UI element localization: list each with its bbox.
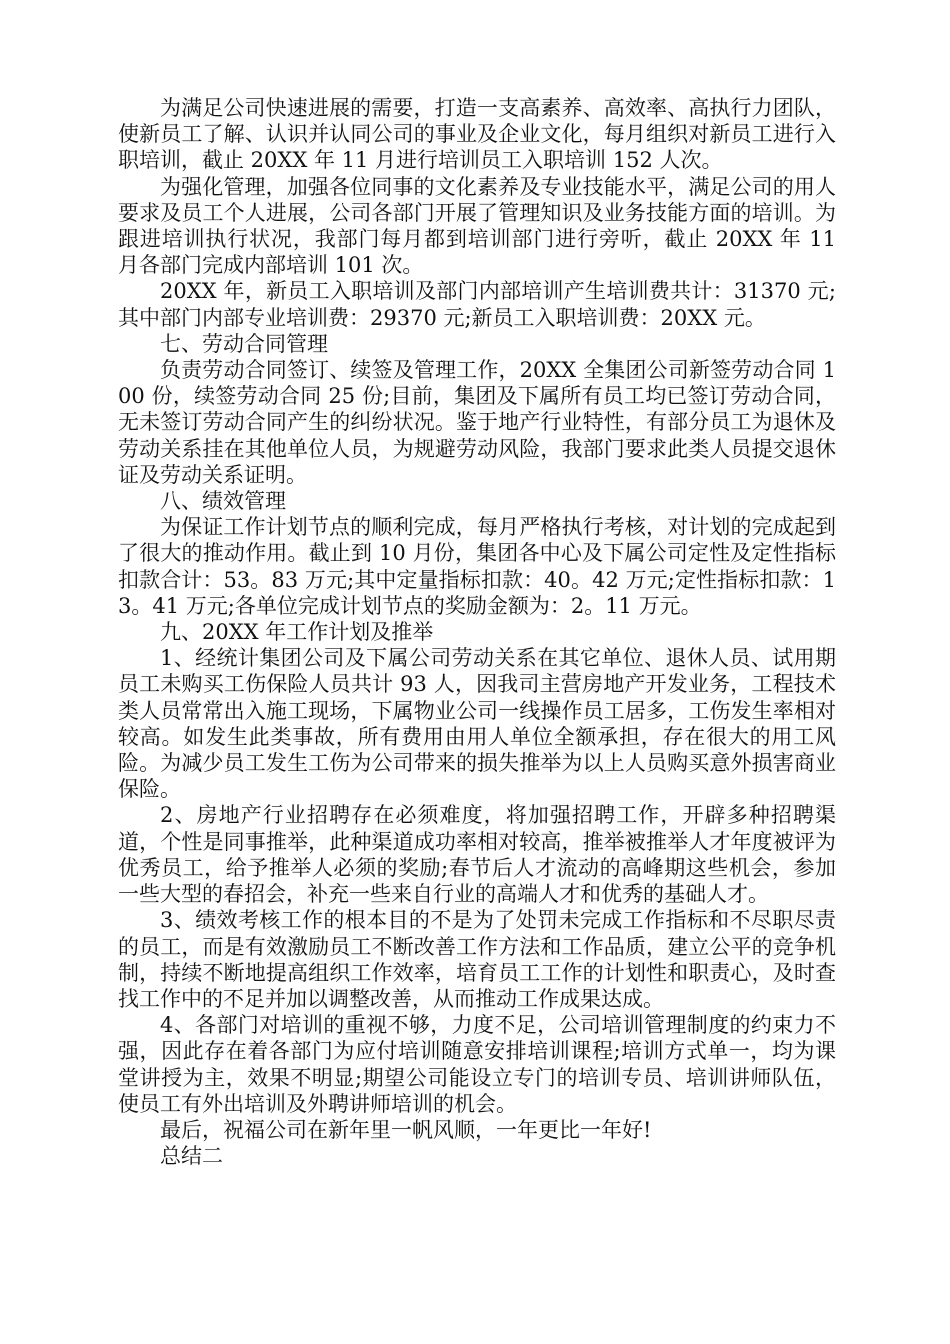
section-heading-labor-contract: 七、劳动合同管理 — [160, 331, 328, 356]
paragraph-plan-item-1: 1、经统计集团公司及下属公司劳动关系在其它单位、退休人员、试用期员工未购买工伤保险人员共计 93 人，因我司主营房地产开发业务，工程技术类人员常常出入施工现场，下属物业公司一线操作员工居多，工伤发生率相对较高。如发生此类事故，所有费用由用人单位全额承担，存在很大的用工风险。为减少员工发生工伤为公司带来的损失推举为以上人员购买意外损害商业保险。 — [118, 646, 836, 802]
paragraph-plan-item-4: 4、各部门对培训的重视不够，力度不足，公司培训管理制度的约束力不强，因此存在着各部门为应付培训随意安排培训课程;培训方式单一，均为课堂讲授为主，效果不明显;期望公司能设立专门的培训专员、培训讲师队伍，使员工有外出培训及外聘讲师培训的机会。 — [118, 1013, 836, 1116]
paragraph-closing: 最后，祝福公司在新年里一帆风顺，一年更比一年好! — [160, 1117, 652, 1142]
paragraph-training-intro: 为满足公司快速进展的需要，打造一支高素养、高效率、高执行力团队，使新员工了解、认识并认同公司的事业及企业文化，每月组织对新员工进行入职培训，截止 20XX 年 11 月进行培训员工入职培训 152 人次。 — [118, 96, 836, 173]
paragraph-performance: 为保证工作计划节点的顺利完成，每月严格执行考核，对计划的完成起到了很大的推动作用。截止到 10 月份，集团各中心及下属公司定性及定性指标扣款合计：53。83 万元;其中定量指标扣款：40。42 万元;定性指标扣款：13。41 万元;各单位完成计划节点的奖励金额为：2。11 万元。 — [118, 515, 836, 618]
paragraph-training-management: 为强化管理，加强各位同事的文化素养及专业技能水平，满足公司的用人要求及员工个人进展，公司各部门开展了管理知识及业务技能方面的培训。为跟进培训执行状况，我部门每月都到培训部门进行旁听，截止 20XX 年 11 月各部门完成内部培训 101 次。 — [118, 174, 836, 278]
paragraph-plan-item-2: 2、房地产行业招聘存在必须难度，将加强招聘工作，开辟多种招聘渠道，个性是同事推举，此种渠道成功率相对较高，推举被推举人才年度被评为优秀员工，给予推举人必须的奖励;春节后人才流动的高峰期这些机会，参加一些大型的春招会，补充一些来自行业的高端人才和优秀的基础人才。 — [118, 803, 836, 907]
section-heading-summary-two: 总结二 — [160, 1144, 223, 1169]
paragraph-plan-item-3: 3、绩效考核工作的根本目的不是为了处罚未完成工作指标和不尽职尽责的员工，而是有效激励员工不断改善工作方法和工作品质，建立公平的竞争机制，持续不断地提高组织工作效率，培育员工工作的计划性和职责心，及时查找工作中的不足并加以调整改善，从而推动工作成果达成。 — [118, 908, 836, 1011]
paragraph-labor-contract: 负责劳动合同签订、续签及管理工作，20XX 全集团公司新签劳动合同 100 份，续签劳动合同 25 份;目前，集团及下属所有员工均已签订劳动合同，无未签订劳动合同产生的纠纷状况。鉴于地产行业特性，有部分员工为退休及劳动关系挂在其他单位人员，为规避劳动风险，我部门要求此类人员提交退休证及劳动关系证明。 — [118, 358, 836, 487]
document-page — [118, 95, 836, 1169]
section-heading-work-plan: 九、20XX 年工作计划及推举 — [160, 620, 434, 645]
section-heading-performance: 八、绩效管理 — [160, 489, 286, 514]
paragraph-training-cost: 20XX 年，新员工入职培训及部门内部培训产生培训费共计：31370 元;其中部门内部专业培训费：29370 元;新员工入职培训费：20XX 元。 — [118, 279, 836, 330]
